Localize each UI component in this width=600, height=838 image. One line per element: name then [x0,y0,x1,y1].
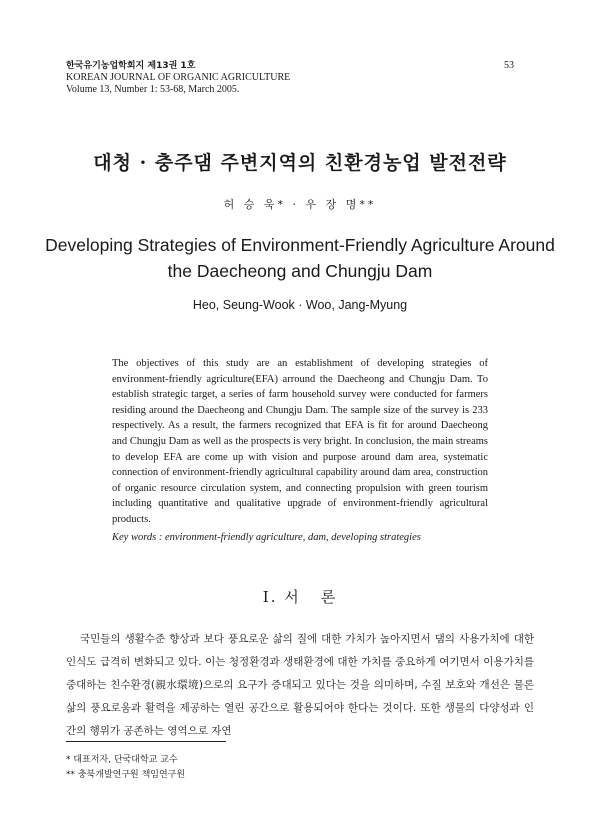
footnote-divider [66,741,226,742]
section-title-end: 론 [320,588,338,606]
intro-paragraph: 국민들의 생활수준 향상과 보다 풍요로운 삶의 질에 대한 가치가 높아지면서 댐의 사용가치에 대한 인식도 급격히 변화되고 있다. 이는 청정환경과 생태환경에 대한 가치를 중요하게 여기면서 이용가치를 중대하는 친수환경(親水環境)으로의 요구가 증대되고 있다는 것을 의미하며, 수질 보호와 개선은 물론 삶의 풍요로움과 활력을 제공하는 열린 공간으로 활용되어야 한다는 것이다. 또한 생물의 다양성과 인간의 행위가 공존하는 영역으로 자연 [66,633,534,737]
section-heading [0,586,600,607]
footnote-1: * 대표저자, 단국대학교 교수 [66,755,178,765]
journal-name-en: KOREAN JOURNAL OF ORGANIC AGRICULTURE [66,72,291,83]
journal-header [66,60,290,96]
abstract: The objectives of this study are an establishment of developing strategies of environment-friendly agriculture(EFA) arround the Daecheong and Chungju Dam. To establish strategic target, a series of farm household survey were conducted for farmers residing around the Daecheong and Chungju Dam. The sample size of the survey is 233 respectively. As a result, the farmers recognized that EFA is fit for around Daecheong and Chungju Dam as well as the prospects is very bright. In conclusion, the main streams to develop EFA are come up with vision and purpose around dam area, systematic connection of environment-friendly agricultural capability around dam area, construction of organic resource circulation system, and connecting propulsion with green tourism including quantitative and qualitative upgrade of environment-friendly agricultural products. [112,358,488,525]
section-number: I. 서 [262,588,301,606]
authors-english: Heo, Seung-Wook · Woo, Jang-Myung [192,298,408,312]
volume-info: Volume 13, Number 1: 53-68, March 2005. [66,84,240,95]
authors-korean: 허 승 욱* · 우 장 명** [223,198,377,211]
footnote-2: ** 충북개발연구원 책임연구원 [66,770,186,780]
journal-name-kr: 한국유기농업학회지 제13권 1호 [66,61,196,71]
title-english-line-1: Developing Strategies of Environment-Friendly Agriculture Around [45,235,555,255]
title-english-line-2: the Daecheong and Chungju Dam [167,261,433,281]
title-korean: 대청 · 충주댐 주변지역의 친환경농업 발전전략 [93,152,507,174]
page-number: 53 [504,60,514,71]
title-english [0,232,600,284]
keywords: Key words : environment-friendly agriculture, dam, developing strategies [112,532,421,543]
